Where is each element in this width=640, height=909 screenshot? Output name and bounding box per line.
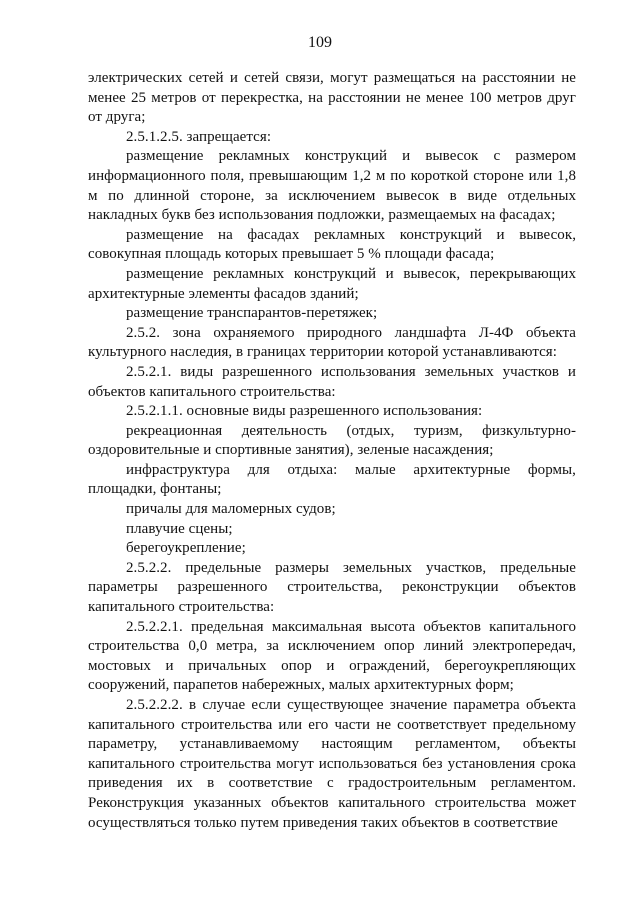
clause-2-5-2-2-2: 2.5.2.2.2. в случае если существующее значение параметра объекта капитального строительства или его части не соответствует предельному параметру, устанавливаемому настоящим регламентом, объекты капитального строительства могут использоваться без установления срока приведения их в соответствие с градостроительным регламентом. Реконструкция указанных объектов капитального строительства может осуществляться только путем приведения таких объектов в соответствие [88,697,576,831]
list-item-signs-size: размещение рекламных конструкций и вывесок с размером информационного поля, превышающим 1,2 м по короткой стороне или 1,8 м по длинной стороне, за исключением вывесок в виде отдельных накладных букв без использования подложки, размещаемых на фасадах; [88,148,576,224]
clause-2-5-2: 2.5.2. зона охраняемого природного ландшафта Л-4Ф объекта культурного наследия, в границах территории которой устанавливаются: [88,324,576,361]
list-item-banners: размещение транспарантов-перетяжек; [126,305,378,322]
page-number: 109 [308,34,332,51]
paragraph-continuation: электрических сетей и сетей связи, могут размещаться на расстоянии не менее 25 метров от перекрестка, на расстоянии не менее 100 метров друг от друга; [88,70,576,126]
list-item-overlapping-elements: размещение рекламных конструкций и вывесок, перекрывающих архитектурные элементы фасадов зданий; [88,265,576,302]
list-item-recreation: рекреационная деятельность (отдых, туризм, физкультурно-оздоровительные и спортивные занятия), зеленые насаждения; [88,422,576,459]
list-item-floating-stages: плавучие сцены; [126,520,233,537]
clause-2-5-2-2: 2.5.2.2. предельные размеры земельных участков, предельные параметры разрешенного строительства, реконструкции объектов капитального строительства: [88,559,576,616]
clause-2-5-2-1-1: 2.5.2.1.1. основные виды разрешенного использования: [126,403,483,420]
list-item-piers: причалы для маломерных судов; [126,501,336,518]
clause-2-5-2-2-1: 2.5.2.2.1. предельная максимальная высота объектов капитального строительства 0,0 метра, за исключением опор линий электропередач, мостовых и причальных опор и ограждений, берегоукрепляющих сооружений, парапетов набережных, малых архитектурных форм; [88,618,576,694]
list-item-facade-area: размещение на фасадах рекламных конструкций и вывесок, совокупная площадь которых превышает 5 % площади фасада; [88,226,576,263]
clause-2-5-1-2-5: 2.5.1.2.5. запрещается: [126,128,272,145]
document-body [88,69,576,833]
clause-2-5-2-1: 2.5.2.1. виды разрешенного использования земельных участков и объектов капитального строительства: [88,363,576,400]
list-item-bank-protection: берегоукрепление; [126,540,246,557]
list-item-infrastructure: инфраструктура для отдыха: малые архитектурные формы, площадки, фонтаны; [88,461,576,498]
